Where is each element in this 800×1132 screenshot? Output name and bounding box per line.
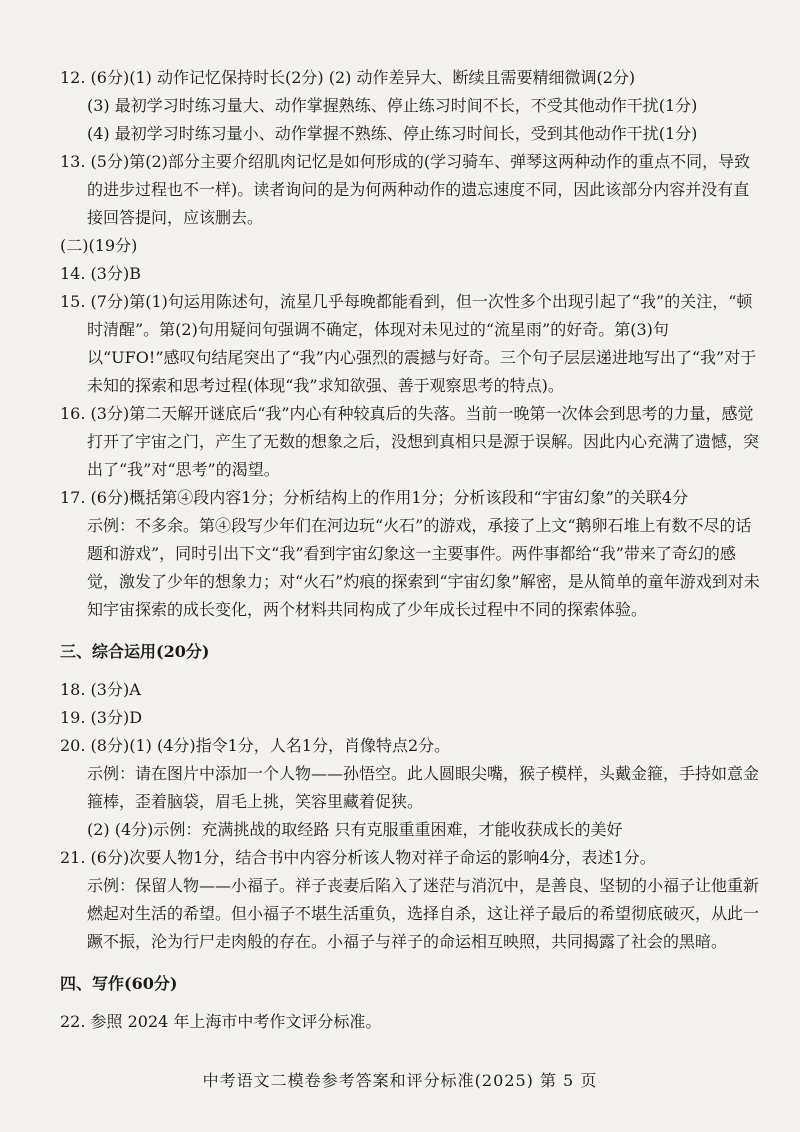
q15-answer: 15. (7分)第(1)句运用陈述句，流星几乎每晚都能看到，但一次性多个出现引起了“我”的关注，“顿时清醒”。第(2)句用疑问句强调不确定，体现对未见过的“流星雨”的好奇。第(3)句以“UFO!”感叹句结尾突出了“我”内心强烈的震撼与好奇。三个句子层层递进地写出了“我”对于未知的探索和思考过程(体现“我”求知欲强、善于观察思考的特点)。 <box>60 292 757 395</box>
q20-scoring: 20. (8分)(1) (4分)指令1分，人名1分，肖像特点2分。 <box>60 736 451 755</box>
q13-answer: 13. (5分)第(2)部分主要介绍肌肉记忆是如何形成的(学习骑车、弹琴这两种动作的重点不同，导致的进步过程也不一样)。读者询问的是为何两种动作的遗忘速度不同，因此该部分内容并没有直接回答提问，应该删去。 <box>60 152 751 227</box>
q14-answer: 14. (3分)B <box>60 264 141 283</box>
q21-example: 示例：保留人物——小福子。祥子丧妻后陷入了迷茫与消沉中，是善良、坚韧的小福子让他重新燃起对生活的希望。但小福子不堪生活重负，选择自杀，这让祥子最后的希望彻底破灭，从此一蹶不振，沦为行尸走肉般的存在。小福子与祥子的命运相互映照，共同揭露了社会的黑暗。 <box>87 876 760 951</box>
q16-answer: 16. (3分)第二天解开谜底后“我”内心有种较真后的失落。当前一晚第一次体会到思考的力量，感觉打开了宇宙之门，产生了无数的想象之后，没想到真相只是源于误解。因此内心充满了遗憾，突出了“我”对“思考”的渴望。 <box>60 404 760 479</box>
q19-answer: 19. (3分)D <box>60 708 143 727</box>
q21-scoring: 21. (6分)次要人物1分，结合书中内容分析该人物对祥子命运的影响4分，表述1分。 <box>60 848 656 867</box>
section-two-heading: (二)(19分) <box>60 236 138 255</box>
q22-answer: 22. 参照 2024 年上海市中考作文评分标准。 <box>60 1012 382 1031</box>
q17-scoring: 17. (6分)概括第④段内容1分；分析结构上的作用1分；分析该段和“宇宙幻象”的关联4分 <box>60 488 689 507</box>
section-four-heading: 四、写作(60分) <box>60 974 178 993</box>
q18-answer: 18. (3分)A <box>60 680 141 699</box>
q12-line-3: (3) 最初学习时练习量大、动作掌握熟练、停止练习时间不长，不受其他动作干扰(1分) <box>87 96 698 115</box>
q20-example-1: 示例：请在图片中添加一个人物——孙悟空。此人圆眼尖嘴，猴子模样，头戴金箍，手持如意金箍棒，歪着脑袋，眉毛上挑，笑容里藏着促狭。 <box>87 764 760 811</box>
section-three-heading: 三、综合运用(20分) <box>60 642 210 661</box>
q12-line-1: 12. (6分)(1) 动作记忆保持时长(2分) (2) 动作差异大、断续且需要精细微调(2分) <box>60 68 636 87</box>
q17-example: 示例：不多余。第④段写少年们在河边玩“火石”的游戏，承接了上文“鹅卵石堆上有数不尽的话题和游戏”，同时引出下文“我”看到宇宙幻象这一主要事件。两件事都给“我”带来了奇幻的感觉，激发了少年的想象力；对“火石”灼痕的探索到“宇宙幻象”解密，是从简单的童年游戏到对未知宇宙探索的成长变化，两个材料共同构成了少年成长过程中不同的探索体验。 <box>87 516 760 619</box>
page-footer: 中考语文二模卷参考答案和评分标准(2025) 第 5 页 <box>202 1071 598 1090</box>
q12-line-4: (4) 最初学习时练习量小、动作掌握不熟练、停止练习时间长，受到其他动作干扰(1分) <box>87 124 698 143</box>
q20-example-2: (2) (4分)示例：充满挑战的取经路 只有克服重重困难，才能收获成长的美好 <box>87 820 623 839</box>
